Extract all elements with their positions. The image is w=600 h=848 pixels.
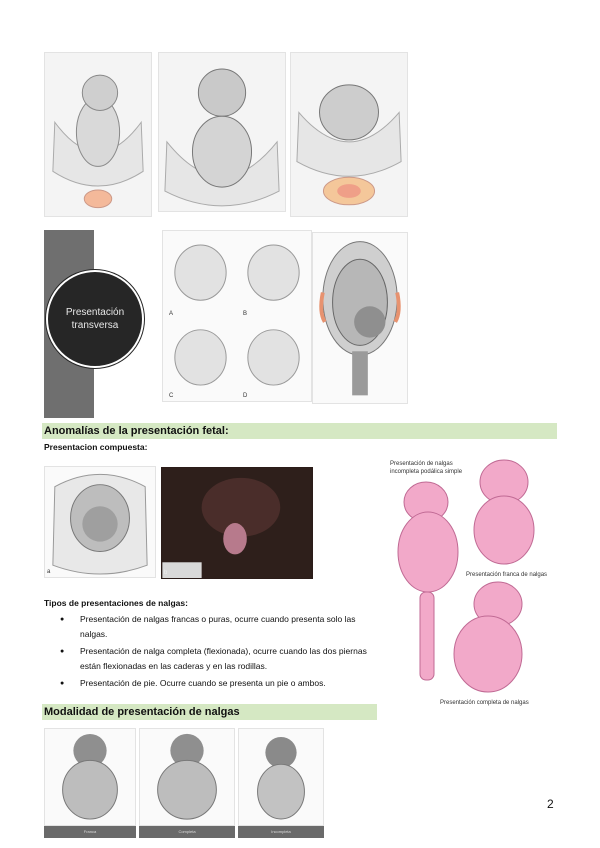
modality-illustration-3 — [238, 728, 324, 826]
list-item: ● Presentación de pie. Ocurre cuando se presenta un pie o ambos. — [60, 676, 378, 691]
transverse-badge — [46, 270, 144, 368]
breech-types-title: Tipos de presentaciones de nalgas: — [44, 598, 188, 608]
breech-types-list — [60, 612, 378, 693]
badge-text: Presentación transversa — [65, 307, 125, 331]
fetal-illustration-1 — [44, 52, 152, 217]
fetal-illustration-2 — [158, 52, 286, 212]
transverse-illustration-grid — [162, 230, 312, 402]
modality-caption-2: Completa — [139, 826, 235, 838]
modality-caption-3: Incompleta — [238, 826, 324, 838]
subtitle-compound: Presentacion compuesta: — [44, 442, 148, 452]
list-item: ● Presentación de nalgas francas o puras, ocurre cuando presenta solo las nalgas. — [60, 612, 378, 642]
modality-illustration-1 — [44, 728, 136, 826]
breech-types-illustration — [386, 452, 560, 714]
label-compound-b: b — [164, 570, 168, 576]
list-item: ● Presentación de nalga completa (flexionada), ocurre cuando las dos piernas están flexionadas en las caderas y en las rodillas. — [60, 644, 378, 674]
modality-caption-1: Franca — [44, 826, 136, 838]
breech-label-mid: Presentación franca de nalgas — [466, 572, 548, 578]
label-compound-a: a — [47, 569, 51, 575]
label-a: A — [169, 311, 174, 317]
section-title-modality: Modalidad de presentación de nalgas — [42, 704, 377, 720]
fetal-illustration-3 — [290, 52, 408, 217]
transverse-uterus-illustration — [312, 232, 408, 404]
label-c: C — [169, 393, 174, 399]
breech-label-top: Presentación de nalgas incompleta podálica simple — [390, 461, 463, 475]
label-b: B — [243, 311, 248, 317]
section-title-anomalies: Anomalías de la presentación fetal: — [42, 423, 557, 439]
compound-illustration-a — [44, 466, 156, 578]
breech-label-bottom: Presentación completa de nalgas — [440, 700, 529, 706]
label-d: D — [243, 393, 248, 399]
page-number: 2 — [547, 797, 554, 811]
modality-illustration-2 — [139, 728, 235, 826]
compound-photo-b — [161, 467, 313, 579]
